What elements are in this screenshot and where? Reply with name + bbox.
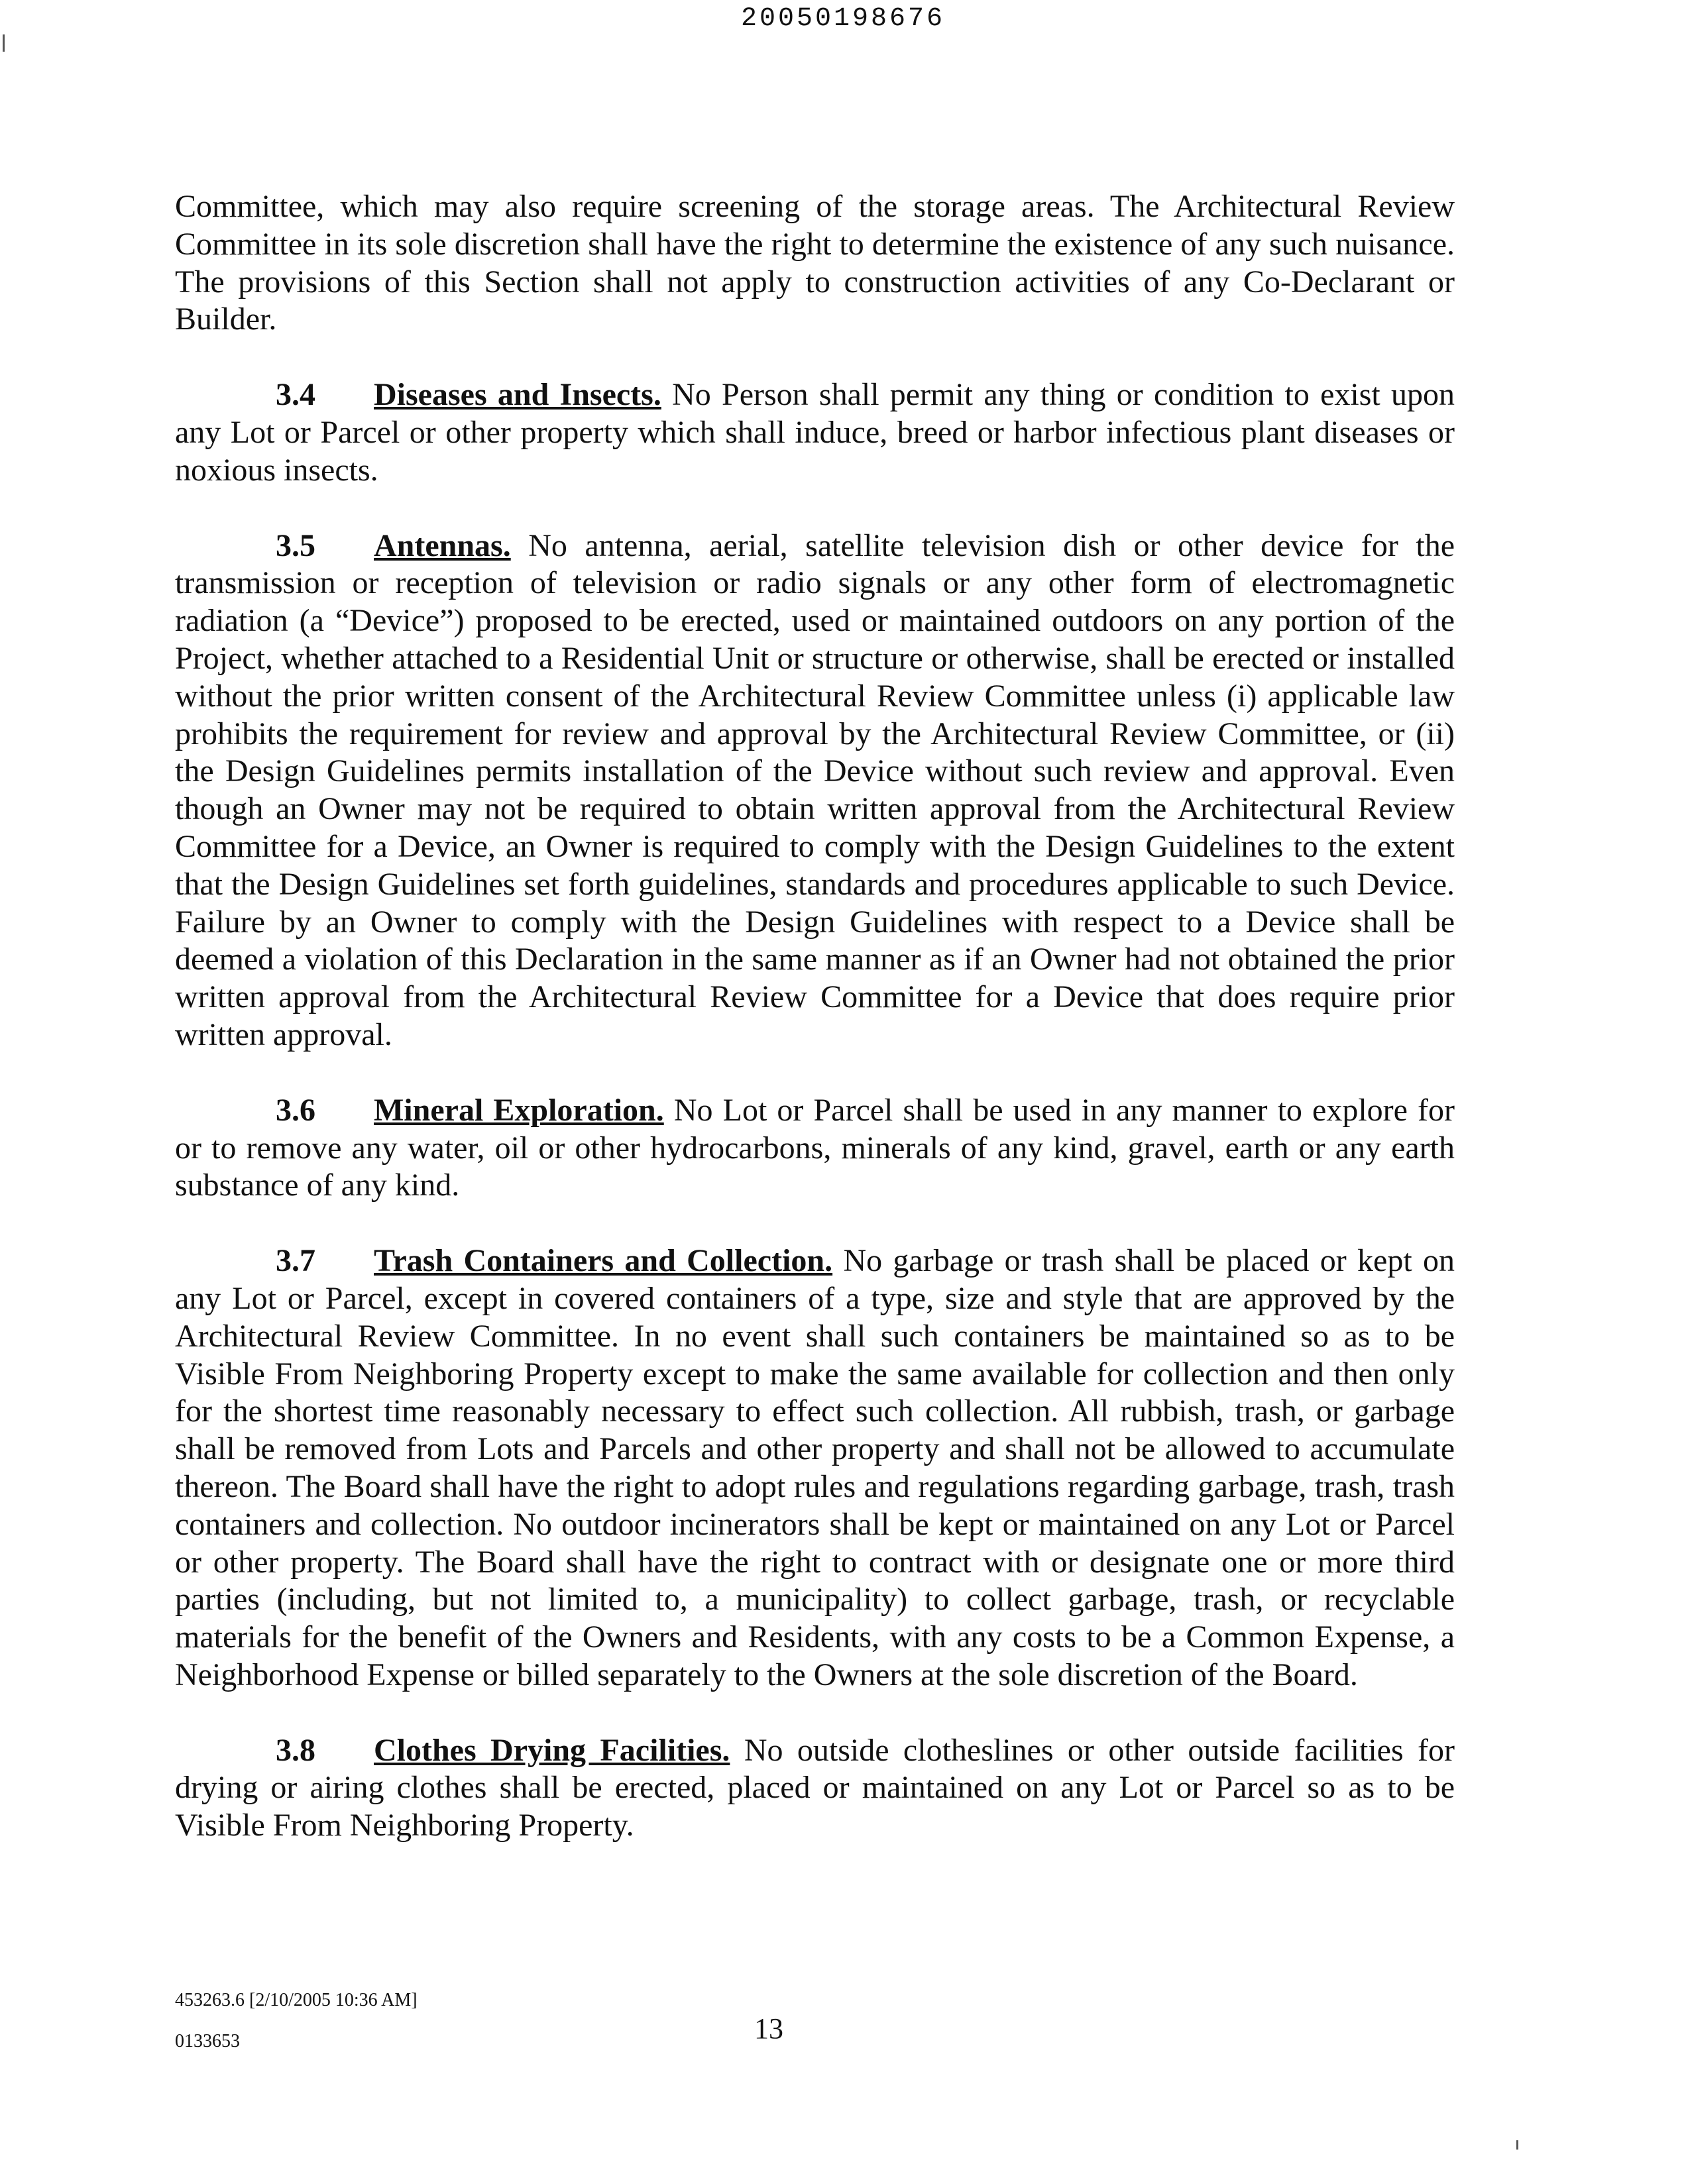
section-text: No outside clotheslines or other outside facilities for drying or airing clothes shall be erected, placed or maintained on any Lot or Parcel so as to be Visible From Neighboring Property. (175, 1732, 1455, 1843)
scan-edge-mark (1516, 2140, 1518, 2150)
section-title: Clothes Drying Facilities. (374, 1732, 730, 1768)
paragraph-continuation (175, 188, 1455, 339)
scan-edge-mark (3, 34, 5, 52)
section-text: No Lot or Parcel shall be used in any manner to explore for or to remove any water, oil or other hydrocarbons, minerals of any kind, gravel, earth or any earth substance of any kind. (175, 1092, 1455, 1203)
section-3-5 (175, 527, 1455, 1054)
footer-version: 453263.6 [2/10/2005 10:36 AM] (175, 1990, 418, 2010)
section-text: No garbage or trash shall be placed or kept on any Lot or Parcel, except in covered containers of a type, size and style that are approved by the Architectural Review Committee. In no event shall such containers be maintained so as to be Visible From Neighboring Property except to make the same available for collection and then only for the shortest time reasonably necessary to effect such collection. All rubbish, trash, or garbage shall be removed from Lots and Parcels and other property and shall not be allowed to accumulate thereon. The Board shall have the right to adopt rules and regulations regarding garbage, trash, trash containers and collection. No outdoor incinerators shall be kept or maintained on any Lot or Parcel or other property. The Board shall have the right to contract with or designate one or more third parties (including, but not limited to, a municipality) to collect garbage, trash, or recyclable materials for the benefit of the Owners and Residents, with any costs to be a Common Expense, a Neighborhood Expense or billed separately to the Owners at the sole discretion of the Board. (175, 1243, 1455, 1692)
footer-client-number: 0133653 (175, 2031, 240, 2051)
section-number: 3.8 (276, 1732, 315, 1768)
section-3-8 (175, 1732, 1455, 1845)
page-number: 13 (754, 2012, 783, 2045)
section-title: Mineral Exploration. (374, 1092, 664, 1128)
section-number: 3.6 (276, 1092, 315, 1128)
document-body (175, 188, 1455, 1883)
section-3-7 (175, 1242, 1455, 1694)
footer-identifiers (175, 1980, 418, 2062)
section-text: No Person shall permit any thing or condition to exist upon any Lot or Parcel or other property which shall induce, breed or harbor infectious plant diseases or noxious insects. (175, 377, 1455, 488)
section-number: 3.5 (276, 527, 315, 563)
section-title: Antennas. (374, 527, 511, 563)
section-title: Trash Containers and Collection. (374, 1243, 833, 1279)
section-title: Diseases and Insects. (374, 377, 661, 413)
section-3-6 (175, 1092, 1455, 1205)
section-number: 3.7 (276, 1243, 315, 1279)
section-3-4 (175, 376, 1455, 489)
section-number: 3.4 (276, 377, 315, 413)
section-text: No antenna, aerial, satellite television dish or other device for the transmission or reception of television or radio signals or any other form of electromagnetic radiation (a “Device”) proposed to be erected, used or maintained outdoors on any portion of the Project, whether attached to a Residential Unit or structure or otherwise, shall be erected or installed without the prior written consent of the Architectural Review Committee unless (i) applicable law prohibits the requirement for review and approval by the Architectural Review Committee, or (ii) the Design Guidelines permits installation of the Device without such review and approval. Even though an Owner may not be required to obtain written approval from the Architectural Review Committee for a Device, an Owner is required to comply with the Design Guidelines to the extent that the Design Guidelines set forth guidelines, standards and procedures applicable to such Device. Failure by an Owner to comply with the Design Guidelines with respect to a Device shall be deemed a violation of this Declaration in the same manner as if an Owner had not obtained the prior written approval from the Architectural Review Committee for a Device that does require prior written approval. (175, 527, 1455, 1052)
document-number: 20050198676 (740, 4, 946, 34)
paragraph-text: Committee, which may also require screening of the storage areas. The Architectural Review Committee in its sole discretion shall have the right to determine the existence of any such nuisance. The provisions of this Section shall not apply to construction activities of any Co-Declarant or Builder. (175, 189, 1455, 337)
